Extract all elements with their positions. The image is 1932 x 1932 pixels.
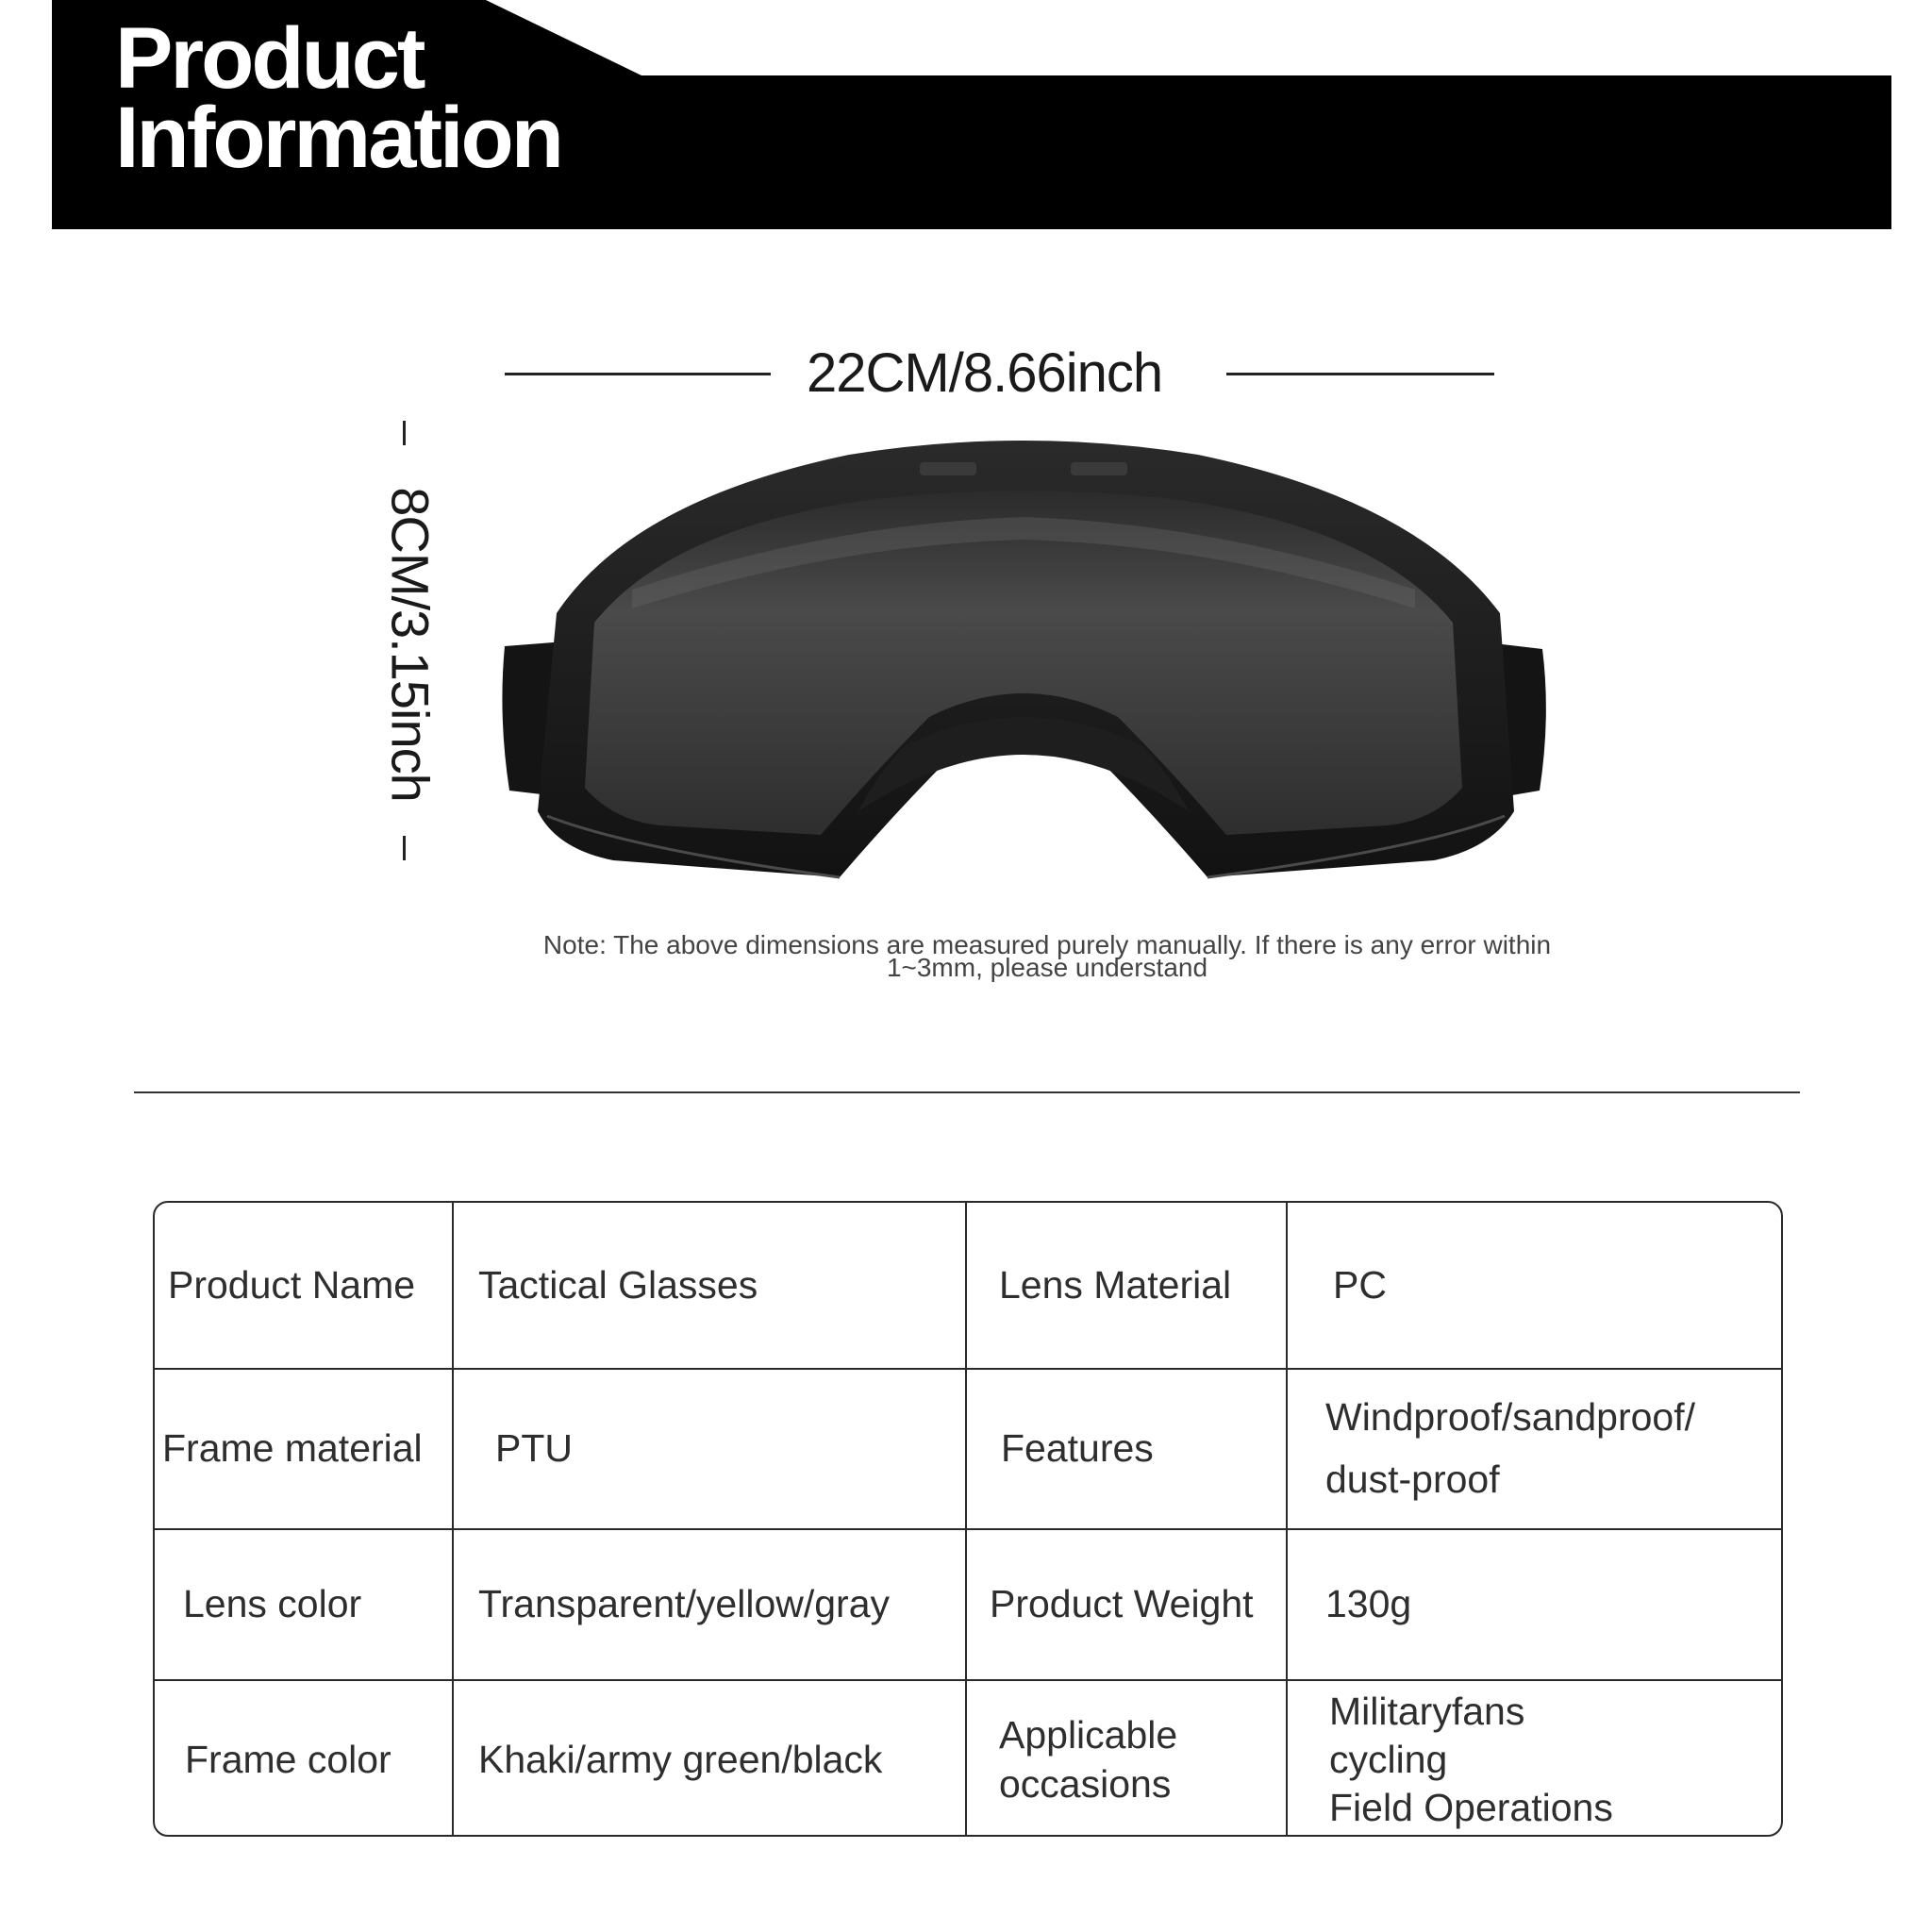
width-dimension-line-left bbox=[505, 373, 771, 375]
spec-value: 130g bbox=[1287, 1529, 1781, 1680]
spec-label: Frame color bbox=[155, 1680, 453, 1837]
height-dimension-label: 8CM/3.15inch bbox=[380, 486, 441, 802]
spec-row bbox=[155, 1203, 1781, 1369]
measurement-note: Note: The above dimensions are measured purely manually. If there is any error within 1~3mm, please understand bbox=[542, 930, 1552, 982]
spec-value: Khaki/army green/black bbox=[453, 1680, 966, 1837]
spec-value: PTU bbox=[453, 1369, 966, 1529]
spec-value: Tactical Glasses bbox=[453, 1203, 966, 1369]
spec-label: Features bbox=[966, 1369, 1287, 1529]
spec-value: Windproof/sandproof/ dust-proof bbox=[1287, 1369, 1781, 1529]
spec-label: Lens Material bbox=[966, 1203, 1287, 1369]
goggles-product-image bbox=[491, 434, 1557, 906]
spec-label: Applicable occasions bbox=[966, 1680, 1287, 1837]
spec-label: Lens color bbox=[155, 1529, 453, 1680]
width-dimension-label: 22CM/8.66inch bbox=[807, 342, 1163, 404]
spec-row bbox=[155, 1680, 1781, 1837]
page-title-line-2: Information bbox=[115, 90, 561, 186]
page-title-line-1: Product bbox=[115, 10, 424, 107]
width-dimension-line-right bbox=[1226, 373, 1494, 375]
spec-table bbox=[153, 1201, 1783, 1837]
height-dimension bbox=[373, 420, 448, 868]
spec-value: Militaryfans cycling Field Operations bbox=[1329, 1689, 1613, 1830]
height-dimension-tick-bottom bbox=[403, 836, 406, 860]
section-divider bbox=[134, 1091, 1800, 1093]
spec-label: Product Weight bbox=[966, 1529, 1287, 1680]
page-title bbox=[115, 10, 561, 186]
spec-label: Frame material bbox=[155, 1369, 453, 1529]
spec-row bbox=[155, 1529, 1781, 1680]
spec-row bbox=[155, 1369, 1781, 1529]
spec-label: Product Name bbox=[155, 1203, 453, 1369]
spec-value: PC bbox=[1287, 1203, 1781, 1369]
spec-value: Transparent/yellow/gray bbox=[453, 1529, 966, 1680]
